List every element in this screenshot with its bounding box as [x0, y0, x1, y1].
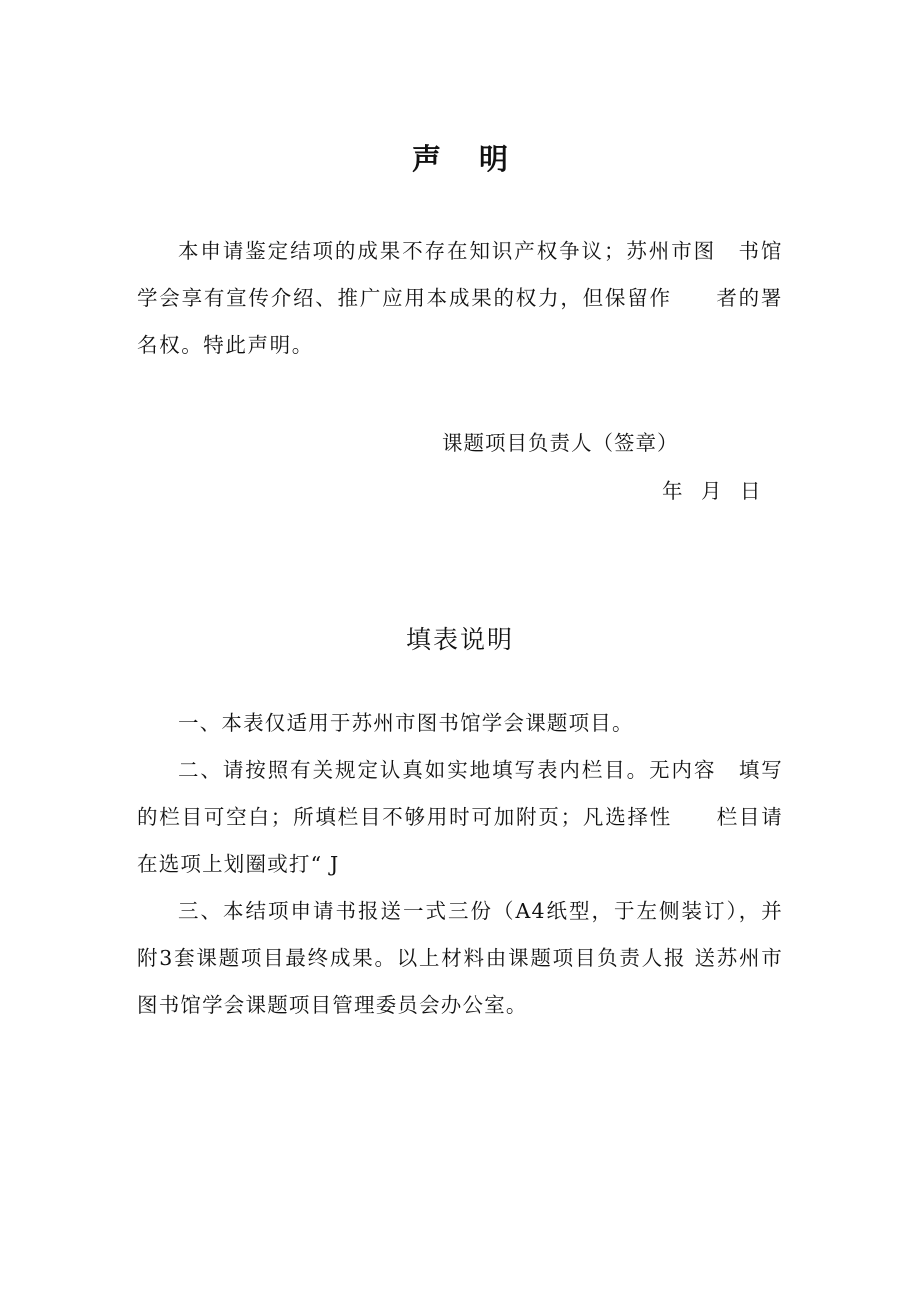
instructions-list — [137, 700, 783, 1029]
declaration-body: 本申请鉴定结项的成果不存在知识产权争议；苏州市图 书馆学会享有宣传介绍、推广应用本成果的权力，但保留作 者的署名权。特此声明。 — [137, 239, 783, 357]
date-label: 年 月 日 — [662, 479, 762, 503]
instruction-item-1: 一、本表仅适用于苏州市图书馆学会课题项目。 — [178, 711, 634, 735]
instruction-item-3: 三、本结项申请书报送一式三份（A4纸型，于左侧装订），并附3套课题项目最终成果。以上材料由课题项目负责人报 送苏州市图书馆学会课题项目管理委员会办公室。 — [137, 899, 783, 1017]
declaration-title: 声 明 — [411, 142, 523, 176]
instructions-title: 填表说明 — [405, 625, 514, 654]
signer-label: 课题项目负责人（签章） — [442, 431, 679, 455]
instruction-item-2: 二、请按照有关规定认真如实地填写表内栏目。无内容 填写的栏目可空白；所填栏目不够用时可加附页；凡选择性 栏目请在选项上划圈或打“ J — [137, 758, 783, 876]
